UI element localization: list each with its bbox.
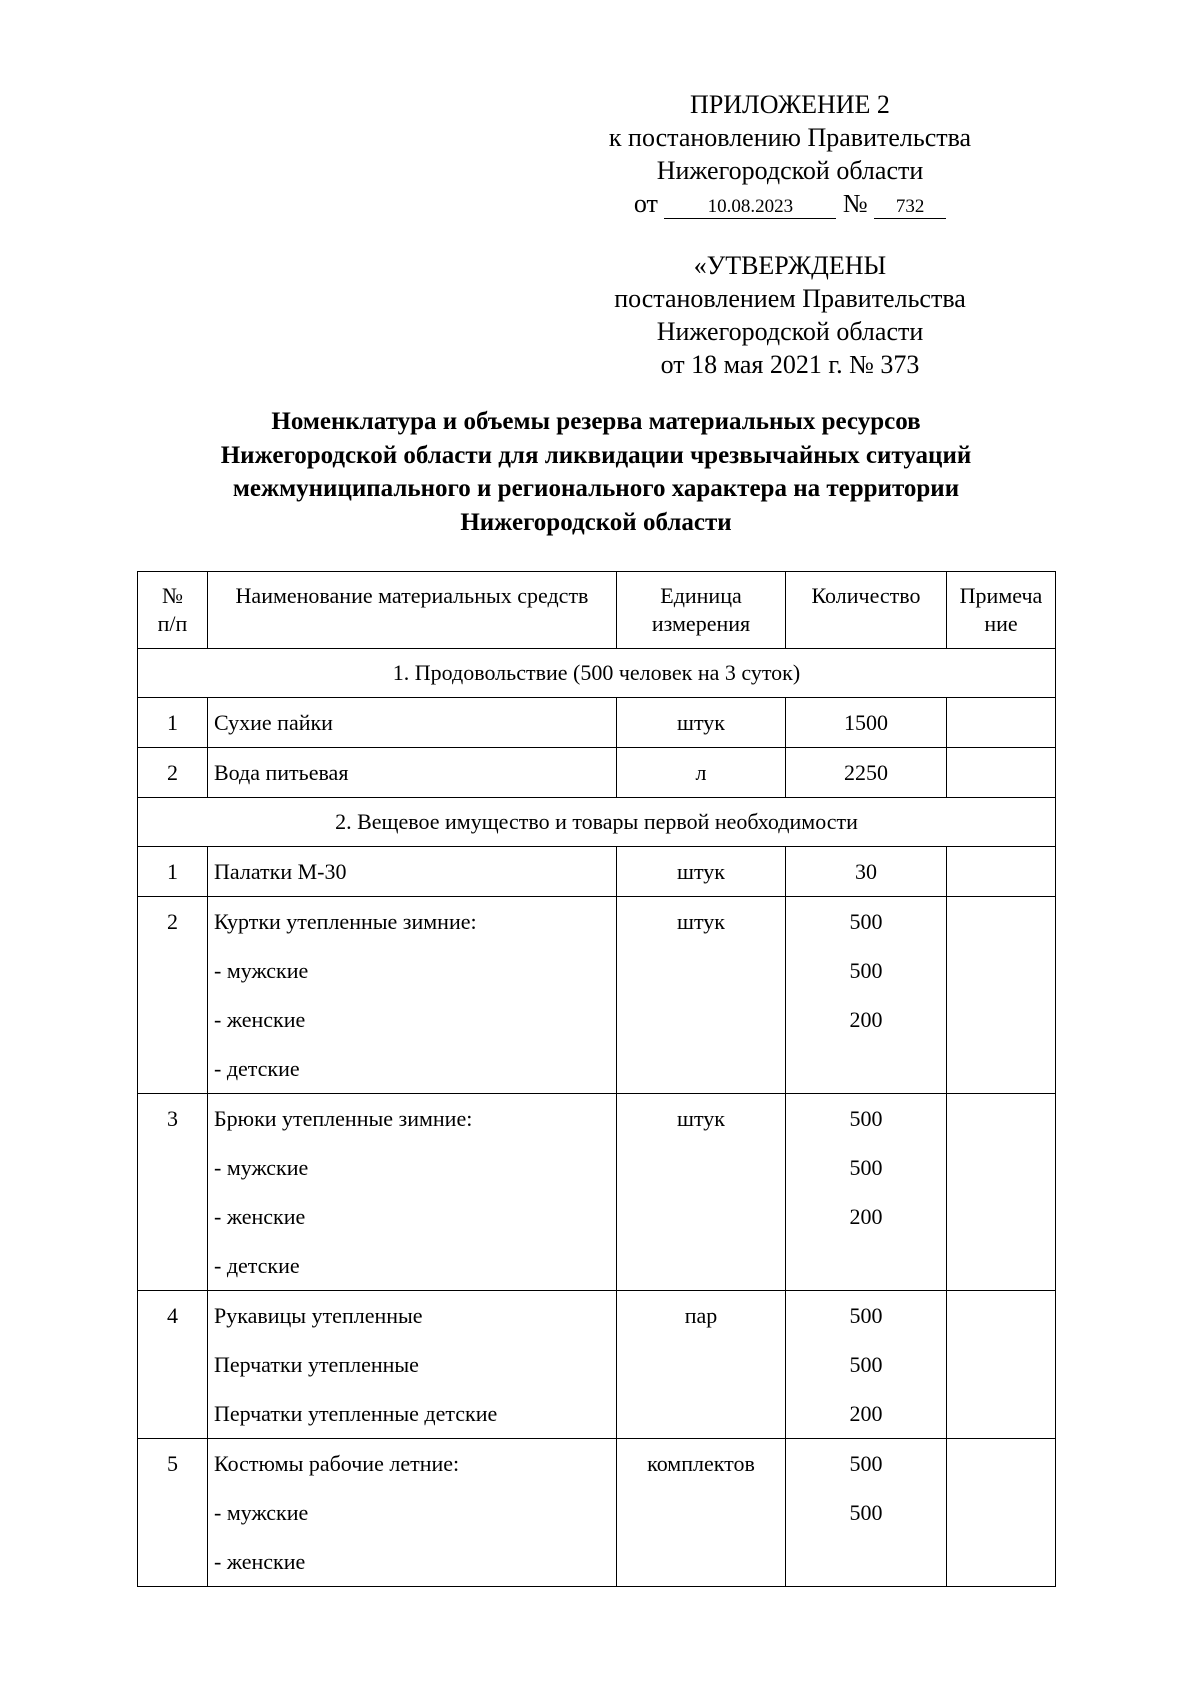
approved-line: Нижегородской области (656, 317, 924, 346)
from-label: от (633, 189, 658, 218)
item-name (208, 1291, 617, 1439)
sub-item-quantity: 500 (849, 958, 883, 983)
item-quantity-text: 1500 (844, 710, 888, 735)
table-row (138, 698, 1056, 748)
item-quantity (786, 847, 947, 897)
title-line: Нижегородской области (460, 508, 732, 536)
item-unit: комплектов (617, 1439, 786, 1587)
sub-item-quantity: 200 (849, 1007, 883, 1032)
column-header-unit: Единица измерения (617, 572, 786, 649)
table-row (138, 897, 1056, 1094)
item-note (947, 897, 1056, 1094)
sub-item-name: - детские (214, 1253, 300, 1278)
item-unit: штук (617, 897, 786, 1094)
item-name (208, 1439, 617, 1587)
sub-item-quantity: 500 (849, 909, 883, 934)
item-note (947, 698, 1056, 748)
section-title: 1. Продовольствие (500 человек на 3 суток) (138, 649, 1056, 698)
column-header-qty: Количество (786, 572, 947, 649)
section-title: 2. Вещевое имущество и товары первой необходимости (138, 798, 1056, 847)
sub-item-name: - женские (214, 1007, 306, 1032)
sub-item-name: - детские (214, 1056, 300, 1081)
sub-item-quantity: 200 (849, 1401, 883, 1426)
item-name-text: Костюмы рабочие летние: (214, 1451, 460, 1476)
item-name-text: Брюки утепленные зимние: (214, 1106, 473, 1131)
item-quantity (786, 698, 947, 748)
row-number: 3 (138, 1094, 208, 1291)
appendix-line: Нижегородской области (656, 156, 924, 185)
appendix-line: к постановлению Правительства (608, 123, 972, 152)
row-number: 2 (138, 897, 208, 1094)
item-unit: пар (617, 1291, 786, 1439)
item-unit: л (617, 748, 786, 798)
sub-item-quantity: 500 (849, 1106, 883, 1131)
title-line: Номенклатура и объемы резерва материальных ресурсов (271, 408, 921, 435)
item-note (947, 847, 1056, 897)
sub-item-name: Перчатки утепленные (214, 1352, 419, 1377)
item-unit: штук (617, 698, 786, 748)
item-note (947, 1439, 1056, 1587)
column-header-name: Наименование материальных средств (208, 572, 617, 649)
row-number: 5 (138, 1439, 208, 1587)
sub-item-quantity: 500 (849, 1155, 883, 1180)
approved-line: от 18 мая 2021 г. № 373 (660, 350, 920, 379)
section-row (138, 798, 1056, 847)
document-date: 10.08.2023 (664, 196, 836, 219)
item-name (208, 847, 617, 897)
row-number: 2 (138, 748, 208, 798)
sub-item-quantity: 500 (849, 1352, 883, 1377)
appendix-header (560, 88, 1020, 220)
approved-line: постановлением Правительства (614, 284, 966, 313)
item-name (208, 897, 617, 1094)
approved-line: «УТВЕРЖДЕНЫ (693, 251, 887, 280)
sub-item-name: Рукавицы утепленные (214, 1303, 423, 1328)
number-label: № (842, 189, 868, 218)
document-title (137, 405, 1055, 539)
sub-item-name: - мужские (214, 1500, 309, 1525)
title-line: межмуниципального и регионального характера на территории (232, 475, 960, 502)
item-name-text: Вода питьевая (214, 760, 349, 785)
item-name-text: Куртки утепленные зимние: (214, 909, 477, 934)
table-row (138, 748, 1056, 798)
resources-table (137, 571, 1056, 1587)
sub-item-name: - мужские (214, 958, 309, 983)
item-unit: штук (617, 1094, 786, 1291)
item-note (947, 1291, 1056, 1439)
section-row (138, 649, 1056, 698)
item-name (208, 748, 617, 798)
item-quantity (786, 748, 947, 798)
sub-item-name: Перчатки утепленные детские (214, 1401, 498, 1426)
appendix-title: ПРИЛОЖЕНИЕ 2 (690, 90, 890, 119)
row-number: 1 (138, 847, 208, 897)
item-name (208, 698, 617, 748)
sub-item-name: - женские (214, 1549, 306, 1574)
item-quantity (786, 1094, 947, 1291)
item-note (947, 748, 1056, 798)
row-number: 1 (138, 698, 208, 748)
item-name-text: Сухие пайки (214, 710, 333, 735)
row-number: 4 (138, 1291, 208, 1439)
document-number: 732 (874, 196, 946, 219)
item-quantity-text: 2250 (844, 760, 888, 785)
table-row (138, 1291, 1056, 1439)
sub-item-quantity: 500 (849, 1451, 883, 1476)
table-row (138, 847, 1056, 897)
item-name (208, 1094, 617, 1291)
sub-item-quantity: 200 (849, 1204, 883, 1229)
column-header-num: № п/п (138, 572, 208, 649)
item-name-text: Палатки М-30 (214, 859, 347, 884)
item-quantity (786, 1439, 947, 1587)
sub-item-name: - мужские (214, 1155, 309, 1180)
approved-block (560, 249, 1020, 381)
item-unit: штук (617, 847, 786, 897)
sub-item-quantity: 500 (849, 1303, 883, 1328)
sub-item-name: - женские (214, 1204, 306, 1229)
appendix-date-line (560, 187, 1020, 220)
sub-item-quantity: 500 (849, 1500, 883, 1525)
item-quantity (786, 1291, 947, 1439)
table-row (138, 1439, 1056, 1587)
table-header-row (138, 572, 1056, 649)
item-quantity-text: 30 (855, 859, 877, 884)
item-quantity (786, 897, 947, 1094)
column-header-note: Примеча ние (947, 572, 1056, 649)
item-note (947, 1094, 1056, 1291)
table-row (138, 1094, 1056, 1291)
title-line: Нижегородской области для ликвидации чрезвычайных ситуаций (220, 441, 972, 469)
